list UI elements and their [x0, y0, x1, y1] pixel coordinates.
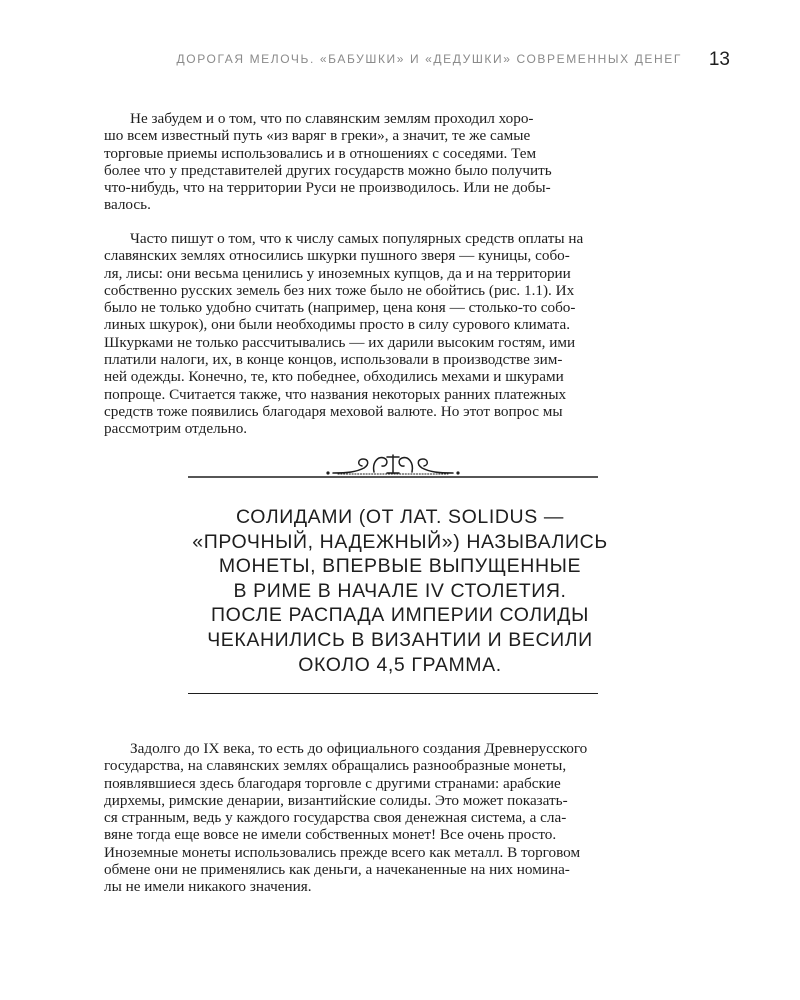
text-line: Иноземные монеты использовались прежде всего как металл. В торговом — [104, 843, 581, 861]
text-line: валось. — [104, 196, 151, 214]
text-line: Не забудем и о том, что по славянским землям проходил хоро- — [130, 110, 534, 127]
running-head: ДОРОГАЯ МЕЛОЧЬ. «БАБУШКИ» И «ДЕДУШКИ» СОВРЕМЕННЫХ ДЕНЕГ — [176, 52, 682, 66]
text-line: линых шкурок), они были необходимы просто в силу сурового климата. — [104, 316, 571, 334]
text-line: ней одежды. Конечно, те, кто победнее, обходились мехами и шкурами — [104, 368, 564, 386]
text-line: попроще. Считается также, что названия некоторых ранних платежных — [104, 385, 567, 403]
text-line: шо всем известный путь «из варяг в греки», а значит, те же самые — [104, 127, 531, 145]
text-line: дирхемы, римские денарии, византийские солиды. Это может показать- — [104, 791, 568, 809]
pull-quote-line: «ПРОЧНЫЙ, НАДЕЖНЫЙ») НАЗЫВАЛИСЬ — [192, 530, 608, 553]
text-line: Шкурками не только рассчитывались — их дарили высоким гостям, ими — [104, 333, 576, 351]
scroll-flourish-icon — [188, 452, 598, 482]
text-line: торговые приемы использовались и в отношениях с соседями. Тем — [104, 144, 537, 162]
text-line: ля, лисы: они весьма ценились у иноземных купцов, да и на территории — [104, 264, 571, 282]
paragraph-3 — [104, 740, 674, 896]
pull-quote — [140, 505, 660, 677]
text-line: собственно русских земель без них тоже было не обойтись (рис. 1.1). Их — [104, 281, 575, 299]
paragraph-1 — [104, 110, 674, 214]
text-line: было не только удобно считать (например, цена коня — столько-то собо- — [104, 299, 576, 317]
pull-quote-line: ОКОЛО 4,5 ГРАММА. — [298, 653, 502, 676]
text-line: лы не имели никакого значения. — [104, 878, 312, 896]
text-line: государства, на славянских землях обращались разнообразные монеты, — [104, 757, 567, 775]
text-line: появлявшиеся здесь благодаря торговле с другими странами: арабские — [104, 774, 561, 792]
text-line: платили налоги, их, в конце концов, использовали в производстве зим- — [104, 351, 563, 369]
text-line: более что у представителей других государств можно было получить — [104, 161, 552, 179]
pull-quote-line: В РИМЕ В НАЧАЛЕ IV СТОЛЕТИЯ. — [233, 579, 567, 602]
pull-quote-line: МОНЕТЫ, ВПЕРВЫЕ ВЫПУЩЕННЫЕ — [218, 555, 582, 578]
pull-quote-line: СОЛИДАМИ (ОТ ЛАТ. SOLIDUS — — [236, 506, 564, 528]
text-line: Часто пишут о том, что к числу самых популярных средств оплаты на — [130, 230, 584, 247]
text-line: средств тоже появились благодаря меховой валюте. Но этот вопрос мы — [104, 402, 563, 420]
text-line: ся странным, ведь у каждого государства своя денежная система, а сла- — [104, 809, 567, 827]
text-line: славянских землях относились шкурки пушного зверя — куницы, собо- — [104, 247, 570, 265]
text-line: вяне тогда еще вовсе не имели собственных монет! Все очень просто. — [104, 826, 557, 844]
page-number: 13 — [708, 49, 730, 70]
text-line: что-нибудь, что на территории Руси не производилось. Или не добы- — [104, 179, 551, 197]
pull-quote-line: ЧЕКАНИЛИСЬ В ВИЗАНТИИ И ВЕСИЛИ — [207, 628, 593, 651]
pull-quote-line: ПОСЛЕ РАСПАДА ИМПЕРИИ СОЛИДЫ — [211, 604, 589, 627]
text-line: рассмотрим отдельно. — [104, 420, 248, 438]
page-header — [0, 50, 800, 74]
bottom-divider — [188, 693, 598, 694]
text-line: Задолго до IX века, то есть до официального создания Древнерусского — [130, 740, 588, 757]
text-line: обмене они не применялись как деньги, а начеканенные на них номина- — [104, 861, 570, 879]
paragraph-2 — [104, 230, 674, 438]
